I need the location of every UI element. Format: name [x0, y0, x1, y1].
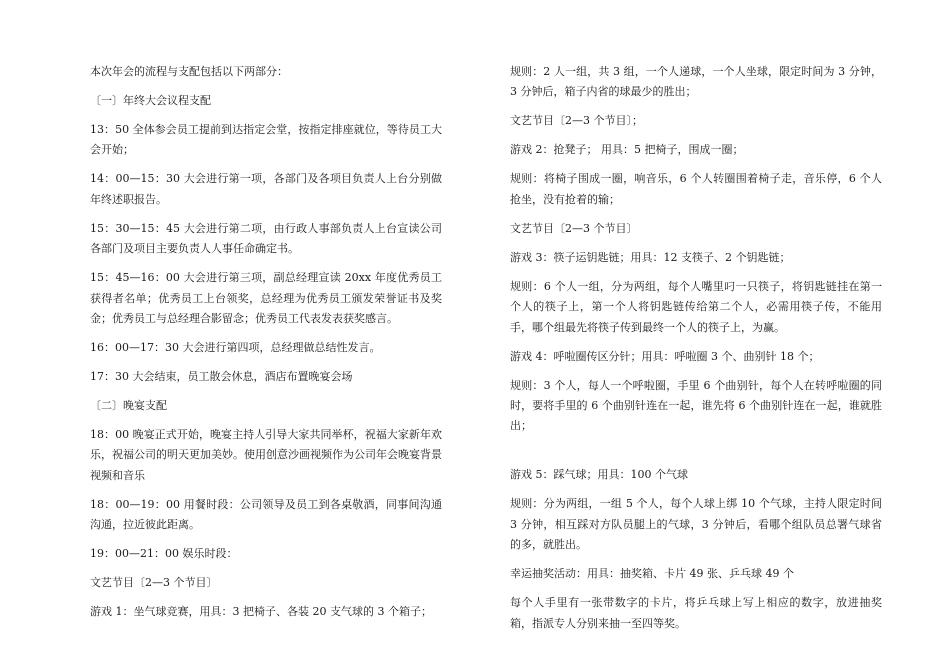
paragraph-program-2: 文艺节目〔2—3 个节目〕； — [510, 114, 643, 128]
paragraph-game-3: 游戏 3：筷子运钥匙链；用具：12 支筷子、2 个钥匙链； — [510, 250, 791, 264]
paragraph-game-2: 游戏 2：抢凳子； 用具：5 把椅子，围成一圈； — [510, 143, 744, 157]
paragraph-game-1-rules: 规则：2 人一组，共 3 组，一个人递球，一个人坐球，限定时间为 3 分钟，3 分钟后，箱子内省的球最少的胜出； — [510, 65, 882, 99]
right-column — [510, 62, 882, 643]
section-heading-2: 〔二〕晚宴支配 — [90, 399, 167, 413]
paragraph-1730: 17：30 大会结束，员工散会休息，酒店布置晚宴会场 — [90, 370, 353, 384]
paragraph-1800: 18：00 晚宴正式开始，晚宴主持人引导大家共同举杯，祝福大家新年欢乐，祝福公司的明天更加美妙。使用创意沙画视频作为公司年会晚宴背景视频和音乐 — [90, 428, 442, 482]
paragraph-1350: 13：50 全体参会员工提前到达指定会堂，按指定排座就位，等待员工大会开始； — [90, 123, 442, 157]
paragraph-program-1: 文艺节目〔2—3 个节目〕 — [90, 576, 218, 590]
paragraph-1545: 15：45—16：00 大会进行第三项，副总经理宣读 20xx 年度优秀员工获得者名单；优秀员工上台领奖，总经理为优秀员工颁发荣誉证书及奖金；优秀员工与总经理合影留念；优秀员工代表发表获奖感言。 — [90, 271, 442, 326]
paragraph-game-4: 游戏 4：呼啦圈传区分针；用具：呼啦圈 3 个、曲别针 18 个； — [510, 349, 820, 363]
paragraph-game-5: 游戏 5：踩气球；用具：100 个气球 — [510, 468, 688, 482]
paragraph-game-3-rules: 规则：6 个人一组，分为两组，每个人嘴里叼一只筷子，将钥匙链挂在第一个人的筷子上，第一个人将钥匙链传给第二个人，必需用筷子传，不能用手，哪个组最先将筷子传到最终一个人的筷子上，为赢。 — [510, 279, 882, 334]
blank-line — [510, 445, 882, 465]
paragraph-1800-1900: 18：00—19：00 用餐时段：公司领导及员工到各桌敬酒，同事间沟通沟通，拉近彼此距离。 — [90, 497, 442, 532]
paragraph-program-3: 文艺节目〔2—3 个节目〕 — [510, 221, 638, 235]
paragraph-1400: 14：00—15：30 大会进行第一项，各部门及各项目负责人上台分别做年终述职报告。 — [90, 172, 442, 206]
left-column — [90, 62, 442, 631]
paragraph-intro: 本次年会的流程与支配包括以下两部分： — [90, 65, 288, 78]
paragraph-lottery: 幸运抽奖活动：用具：抽奖箱、卡片 49 张、乒乓球 49 个 — [510, 567, 794, 581]
section-heading-1: 〔一〕年终大会议程支配 — [90, 94, 211, 107]
paragraph-game-2-rules: 规则：将椅子围成一圈，响音乐，6 个人转圈围着椅子走，音乐停，6 个人抢坐，没有抢着的输； — [510, 172, 882, 206]
paragraph-1600: 16：00—17：30 大会进行第四项，总经理做总结性发言。 — [90, 341, 381, 355]
paragraph-game-1: 游戏 1：坐气球竞赛，用具：3 把椅子、各装 20 支气球的 3 个箱子； — [90, 605, 432, 619]
paragraph-game-4-rules: 规则：3 个人，每人一个呼啦圈，手里 6 个曲别针，每个人在转呼啦圈的同时，要将手里的 6 个曲别针连在一起，谁先将 6 个曲别针连在一起，谁就胜出； — [510, 378, 882, 433]
paragraph-1530: 15：30—15：45 大会进行第二项，由行政人事部负责人上台宣读公司各部门及项目主要负责人人事任命确定书。 — [90, 221, 442, 256]
paragraph-1900-2100: 19：00—21：00 娱乐时段： — [90, 547, 238, 561]
paragraph-game-5-rules: 规则：分为两组，一组 5 个人，每个人球上绑 10 个气球，主持人限定时间 3 分钟，相互踩对方队员腿上的气球，3 分钟后，看哪个组队员总署气球省的多，就胜出。 — [510, 497, 882, 552]
paragraph-lottery-rules: 每个人手里有一张带数字的卡片，将乒乓球上写上相应的数字，放进抽奖箱，指派专人分别来抽一至四等奖。 — [510, 596, 882, 630]
